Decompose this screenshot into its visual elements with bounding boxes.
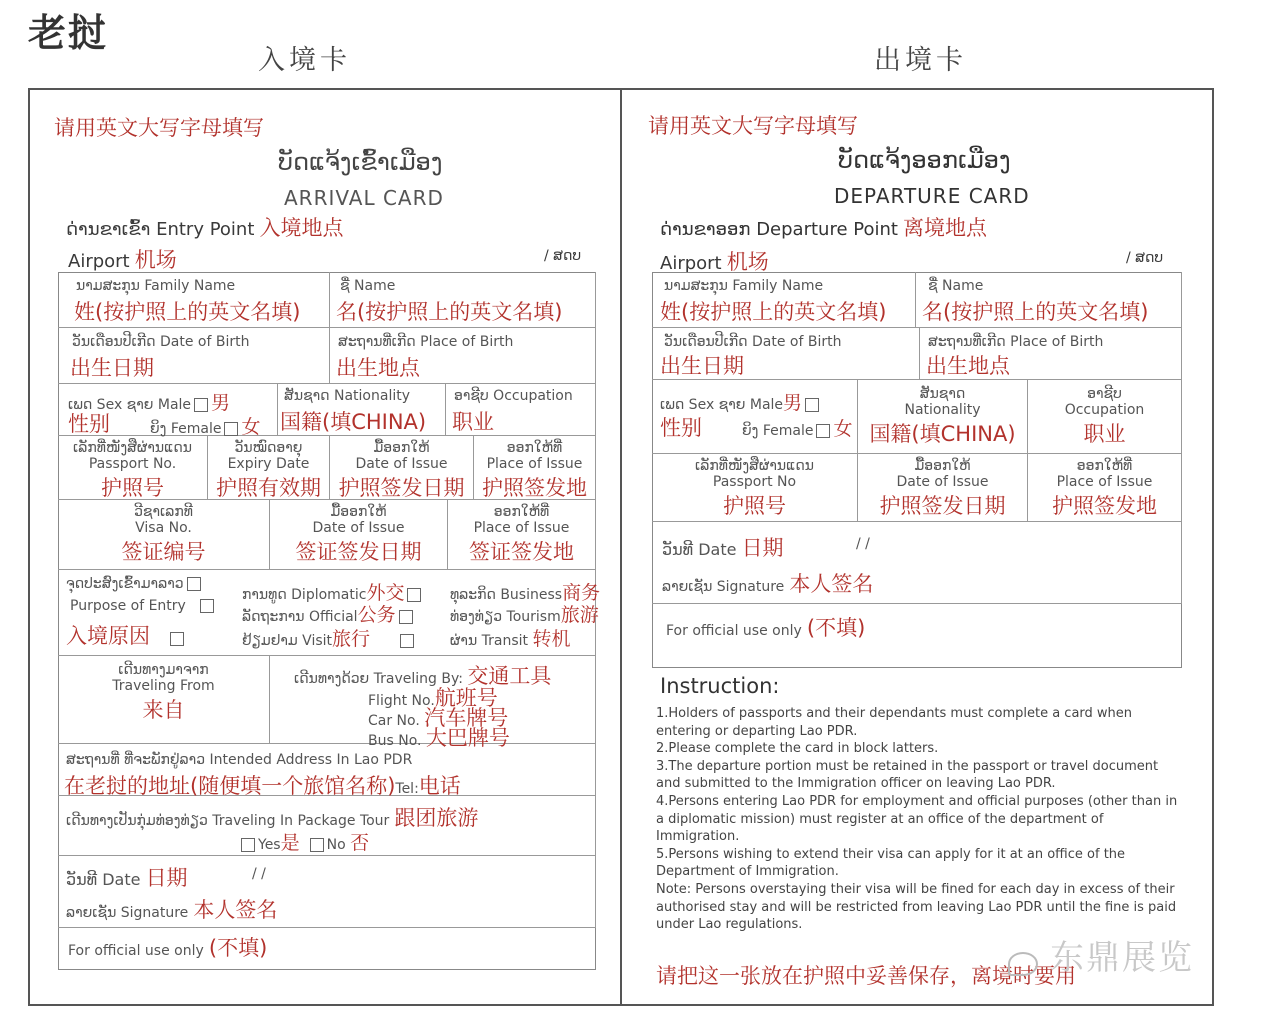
arrival-sex-field: [58, 384, 278, 436]
departure-name-field[interactable]: [916, 272, 1182, 328]
arrival-visa-field[interactable]: [58, 500, 270, 570]
diplomatic-label: ການທູດ Diplomatic: [242, 587, 367, 603]
departure-airport-cn: 机场: [726, 250, 769, 274]
arrival-date-cn: 日期: [145, 866, 188, 890]
departure-signature-label: ລາຍເຊັນ Signature: [662, 579, 785, 595]
car-cn: 汽车牌号: [424, 706, 509, 730]
departure-sex-label: ເພດ Sex ຊາຍ Male: [660, 397, 784, 413]
transit-cn: 转机: [532, 628, 571, 650]
arrival-visa-cn: 签证编号: [121, 540, 206, 564]
arrival-issue-date-field[interactable]: [330, 436, 474, 500]
departure-nationality-lao: ສັນຊາດ: [919, 386, 966, 402]
departure-male-checkbox[interactable]: [805, 398, 819, 412]
arrival-purpose-field: [58, 570, 601, 656]
arrival-issue-date-cn: 护照签发日期: [338, 476, 465, 500]
arrival-visa-date-label: Date of Issue: [312, 520, 405, 536]
arrival-lao-title: ບັດແຈ້ງເຂົ້າເມືອງ: [278, 148, 443, 176]
arrival-visa-place-lao: ອອກໃຫ້ທີ່: [493, 504, 550, 520]
watermark-chat-icon: [1008, 952, 1038, 976]
arrival-occupation-label: ອາຊີບ Occupation: [454, 388, 573, 404]
purpose-visit-checkbox[interactable]: [170, 632, 184, 646]
arrival-passport-cn: 护照号: [101, 476, 164, 500]
arrival-name-label: ຊື່ Name: [340, 278, 396, 294]
page-title: 老挝: [28, 11, 109, 55]
package-yes-label: Yes: [258, 837, 281, 853]
flight-cn: 航班号: [434, 686, 498, 710]
departure-issue-date-lao: ມື້ອອກໃຫ້: [914, 458, 971, 474]
car-label: Car No.: [368, 713, 420, 729]
arrival-name-field[interactable]: [330, 272, 596, 328]
arrival-issue-date-lao: ມື້ອອກໃຫ້: [373, 440, 430, 456]
departure-family-name-cn: 姓(按护照上的英文名填): [660, 300, 887, 324]
arrival-issue-place-lao: ອອກໃຫ້ທີ່: [506, 440, 563, 456]
arrival-airport-cn: 机场: [134, 248, 177, 272]
arrival-passport-label: Passport No.: [88, 456, 177, 472]
arrival-fill-note: 请用英文大写字母填写: [54, 116, 264, 140]
arrival-package-cn: 跟团旅游: [394, 806, 479, 830]
arrival-by-label: ເດີນທາງດ້ວຍ Traveling By:: [294, 671, 463, 687]
arrival-pob-cn: 出生地点: [336, 356, 420, 380]
arrival-occupation-cn: 职业: [452, 410, 494, 434]
arrival-visa-date-field[interactable]: [270, 500, 448, 570]
tourism-label: ທ່ອງທ່ຽວ Tourism: [450, 609, 561, 625]
departure-nationality-label: Nationality: [904, 402, 981, 418]
instruction-item: 3.The departure portion must be retained in the passport or travel document and submitted to the Immigration officer on leaving Lao PDR.: [656, 758, 1159, 792]
departure-pob-label: ສະຖານທີ່ເກີດ Place of Birth: [928, 334, 1104, 350]
package-yes-cn: 是: [280, 832, 300, 854]
arrival-passport-field[interactable]: [58, 436, 208, 500]
arrival-pob-field[interactable]: [330, 328, 596, 384]
instruction-item: 5.Persons wishing to extend their visa can apply for it at an office of the Department of Immigration.: [656, 846, 1126, 880]
arrival-nationality-field[interactable]: [278, 384, 446, 436]
arrival-occupation-field[interactable]: [446, 384, 596, 436]
departure-official-use-cn: (不填): [806, 616, 866, 640]
departure-issue-place-lao: ອອກໃຫ້ທີ່: [1076, 458, 1133, 474]
arrival-address-label: ສະຖານທີ່ ທີ່ຈະພັກຢູ່ລາວ Intended Address In Lao PDR: [66, 752, 413, 768]
transit-label: ຜ່ານ Transit: [450, 633, 529, 649]
arrival-from-cn: 来自: [142, 698, 185, 722]
departure-issue-place-cn: 护照签发地: [1052, 494, 1157, 518]
arrival-sex-cn: 性别: [68, 412, 110, 436]
departure-issue-place-label: Place of Issue: [1056, 474, 1153, 490]
arrival-tel-cn: 电话: [418, 774, 461, 798]
business-cn: 商务: [562, 582, 601, 604]
package-no-label: No: [326, 837, 346, 853]
departure-occupation-field[interactable]: [1028, 380, 1182, 454]
arrival-by-cn: 交通工具: [467, 664, 552, 688]
arrival-passport-lao: ເລັກທີ່ໜັງສືຜ່ານແດນ: [73, 440, 192, 456]
instruction-list: [656, 705, 1186, 934]
departure-passport-field[interactable]: [652, 454, 858, 522]
arrival-family-name-cn: 姓(按护照上的英文名填): [74, 300, 301, 324]
arrival-purpose-label: Purpose of Entry: [70, 598, 186, 614]
departure-official-use: For official use only: [666, 623, 802, 639]
departure-point-cn: 离境地点: [903, 216, 988, 240]
package-yes-checkbox[interactable]: [241, 838, 255, 852]
departure-date-signature-field[interactable]: [652, 522, 1182, 604]
departure-passport-cn: 护照号: [723, 494, 786, 518]
departure-family-name-label: ນາມສະກຸນ Family Name: [664, 278, 824, 294]
departure-dob-field[interactable]: [652, 328, 920, 380]
arrival-visa-date-lao: ມື້ອອກໃຫ້: [330, 504, 387, 520]
instruction-item: 1.Holders of passports and their dependants must complete a card when entering or departing Lao PDR.: [656, 706, 1133, 739]
departure-name-cn: 名(按护照上的英文名填): [922, 300, 1149, 324]
arrival-card-heading: 入境卡: [258, 45, 351, 76]
card-divider: [620, 88, 622, 1006]
arrival-female-cn: 女: [241, 416, 261, 438]
arrival-expiry-field[interactable]: [208, 436, 330, 500]
arrival-date-signature-field[interactable]: [58, 856, 596, 928]
arrival-visa-place-field[interactable]: [448, 500, 596, 570]
entry-point-label: ດ່ານຂາເຂົ້າ Entry Point: [66, 219, 255, 240]
departure-male-cn: 男: [783, 392, 803, 414]
arrival-visa-place-label: Place of Issue: [473, 520, 570, 536]
departure-passport-label: Passport No: [712, 474, 797, 490]
official-label: ລັດຖະການ Official: [242, 609, 358, 625]
arrival-purpose-cn: 入境原因: [66, 624, 150, 648]
package-no-cn: 否: [350, 832, 370, 854]
instruction-item: 4.Persons entering Lao PDR for employment and official purposes (other than in a diplomatic mission) must register at an office of the department of Immigration.: [656, 793, 1178, 845]
departure-airport-lao: / ສດບ: [1126, 250, 1164, 266]
departure-passport-lao: ເລັກທີ່ໜັງສືຜ່ານແດນ: [695, 458, 814, 474]
arrival-card-title: ARRIVAL CARD: [284, 186, 444, 210]
arrival-nationality-label: ສັນຊາດ Nationality: [284, 388, 411, 404]
departure-fill-note: 请用英文大写字母填写: [648, 114, 858, 138]
arrival-address-field[interactable]: [58, 744, 596, 796]
arrival-expiry-lao: ວັນໝົດອາຍຸ: [234, 440, 303, 456]
departure-female-checkbox[interactable]: [816, 424, 830, 438]
arrival-date-slashes: / /: [252, 866, 266, 882]
arrival-airport-label: Airport: [68, 251, 130, 272]
purpose-tourism-checkbox[interactable]: [399, 610, 413, 624]
departure-female-cn: 女: [833, 418, 853, 440]
arrival-issue-date-label: Date of Issue: [355, 456, 448, 472]
visit-cn: 旅行: [332, 628, 371, 650]
arrival-visa-place-cn: 签证签发地: [469, 540, 574, 564]
departure-occupation-cn: 职业: [1083, 422, 1126, 446]
purpose-transit-checkbox[interactable]: [400, 634, 414, 648]
departure-issue-date-field[interactable]: [858, 454, 1028, 522]
departure-pob-cn: 出生地点: [926, 354, 1010, 378]
arrival-family-name-label: ນາມສະກຸນ Family Name: [76, 278, 236, 294]
diplomatic-cn: 外交: [366, 582, 405, 604]
arrival-male-checkbox[interactable]: [194, 398, 208, 412]
arrival-sex-label: ເພດ Sex ຊາຍ Male: [68, 397, 192, 413]
departure-card-title: DEPARTURE CARD: [834, 184, 1030, 208]
arrival-issue-place-field[interactable]: [474, 436, 596, 500]
departure-nationality-cn: 国籍(填CHINA): [869, 422, 1016, 446]
package-no-checkbox[interactable]: [310, 838, 324, 852]
purpose-diplomatic-checkbox[interactable]: [187, 577, 201, 591]
arrival-signature-cn: 本人签名: [193, 898, 278, 922]
arrival-expiry-label: Expiry Date: [227, 456, 310, 472]
arrival-date-label: ວັນທີ Date: [66, 870, 141, 889]
departure-airport-label: Airport: [660, 253, 722, 274]
flight-label: Flight No.: [368, 693, 435, 709]
instruction-title: Instruction:: [660, 674, 780, 698]
arrival-from-label: Traveling From: [112, 678, 215, 694]
departure-occupation-label: Occupation: [1064, 402, 1145, 418]
departure-lao-title: ບັດແຈ້ງອອກເມືອງ: [838, 146, 1011, 174]
arrival-female-checkbox[interactable]: [224, 422, 238, 436]
departure-card-heading: 出境卡: [874, 45, 967, 76]
departure-pob-field[interactable]: [920, 328, 1182, 380]
departure-date-cn: 日期: [741, 536, 784, 560]
arrival-signature-label: ລາຍເຊັນ Signature: [66, 905, 189, 921]
arrival-purpose-lao: ຈຸດປະສົງເຂົ້າມາລາວ: [66, 576, 184, 592]
arrival-from-lao: ເດີນທາງມາຈາກ: [118, 662, 209, 678]
tourism-cn: 旅游: [560, 604, 599, 626]
departure-sex-field: [652, 380, 858, 454]
instruction-item: 2.Please complete the card in block latters.: [656, 741, 939, 757]
departure-sex-cn: 性别: [660, 416, 702, 440]
departure-issue-date-cn: 护照签发日期: [879, 494, 1006, 518]
arrival-name-cn: 名(按护照上的英文名填): [336, 300, 563, 324]
departure-issue-date-label: Date of Issue: [896, 474, 989, 490]
departure-point-label: ດ່ານຂາອອກ Departure Point: [660, 219, 898, 240]
arrival-address-cn: 在老挝的地址(随便填一个旅馆名称): [64, 774, 396, 798]
arrival-issue-place-label: Place of Issue: [486, 456, 583, 472]
arrival-package-label: ເດີນທາງເປັນກຸ່ມທ່ອງທ່ຽວ Traveling In Package Tour: [66, 813, 390, 829]
arrival-visa-date-cn: 签证签发日期: [295, 540, 422, 564]
departure-signature-cn: 本人签名: [789, 572, 874, 596]
arrival-expiry-cn: 护照有效期: [216, 476, 321, 500]
arrival-family-name-field[interactable]: [58, 272, 330, 328]
arrival-male-cn: 男: [211, 392, 231, 414]
arrival-dob-field[interactable]: [58, 328, 330, 384]
official-cn: 公务: [357, 604, 396, 626]
departure-issue-place-field[interactable]: [1028, 454, 1182, 522]
departure-dob-cn: 出生日期: [660, 354, 744, 378]
arrival-tel-label: Tel:: [395, 781, 419, 797]
departure-date-label: ວັນທີ Date: [662, 540, 737, 559]
departure-nationality-field[interactable]: [858, 380, 1028, 454]
arrival-dob-cn: 出生日期: [70, 356, 154, 380]
departure-keep-note: 请把这一张放在护照中妥善保存，离境时要用: [656, 964, 1076, 988]
departure-dob-label: ວັນເດືອນປີເກີດ Date of Birth: [664, 334, 842, 350]
arrival-official-use-cn: (不填): [208, 936, 268, 960]
arrival-by-field[interactable]: [270, 656, 596, 750]
arrival-package-field: [58, 796, 596, 856]
departure-occupation-lao: ອາຊີບ: [1087, 386, 1122, 402]
arrival-visa-lao: ວີຊາເລກທີ: [134, 504, 193, 520]
visit-label: ຢ້ຽມຢາມ Visit: [242, 633, 333, 649]
instruction-item: Note: Persons overstaying their visa will be fined for each day in excess of their authorised stay and will be restricted from leaving Lao PDR until the fine is paid under Lao regulations.: [656, 881, 1177, 933]
arrival-nationality-cn: 国籍(填CHINA): [280, 410, 427, 434]
business-label: ທຸລະກິດ Business: [450, 587, 563, 603]
arrival-from-field[interactable]: [58, 656, 270, 744]
departure-family-name-field[interactable]: [652, 272, 916, 328]
watermark-text: 东鼎展览: [1050, 938, 1194, 978]
departure-date-slashes: / /: [856, 536, 870, 552]
bus-cn: 大巴牌号: [425, 726, 510, 750]
arrival-visa-label: Visa No.: [135, 520, 192, 536]
departure-name-label: ຊື່ Name: [928, 278, 984, 294]
arrival-official-use: For official use only: [68, 943, 204, 959]
arrival-female-label: ຍິງ Female: [150, 421, 222, 437]
arrival-airport-lao: / ສດບ: [544, 248, 582, 264]
departure-female-label: ຍິງ Female: [742, 423, 814, 439]
purpose-official-checkbox[interactable]: [200, 599, 214, 613]
entry-point-cn: 入境地点: [259, 216, 344, 240]
arrival-issue-place-cn: 护照签发地: [482, 476, 587, 500]
arrival-dob-label: ວັນເດືອນປີເກີດ Date of Birth: [72, 334, 250, 350]
bus-label: Bus No.: [368, 733, 422, 749]
arrival-pob-label: ສະຖານທີ່ເກີດ Place of Birth: [338, 334, 514, 350]
